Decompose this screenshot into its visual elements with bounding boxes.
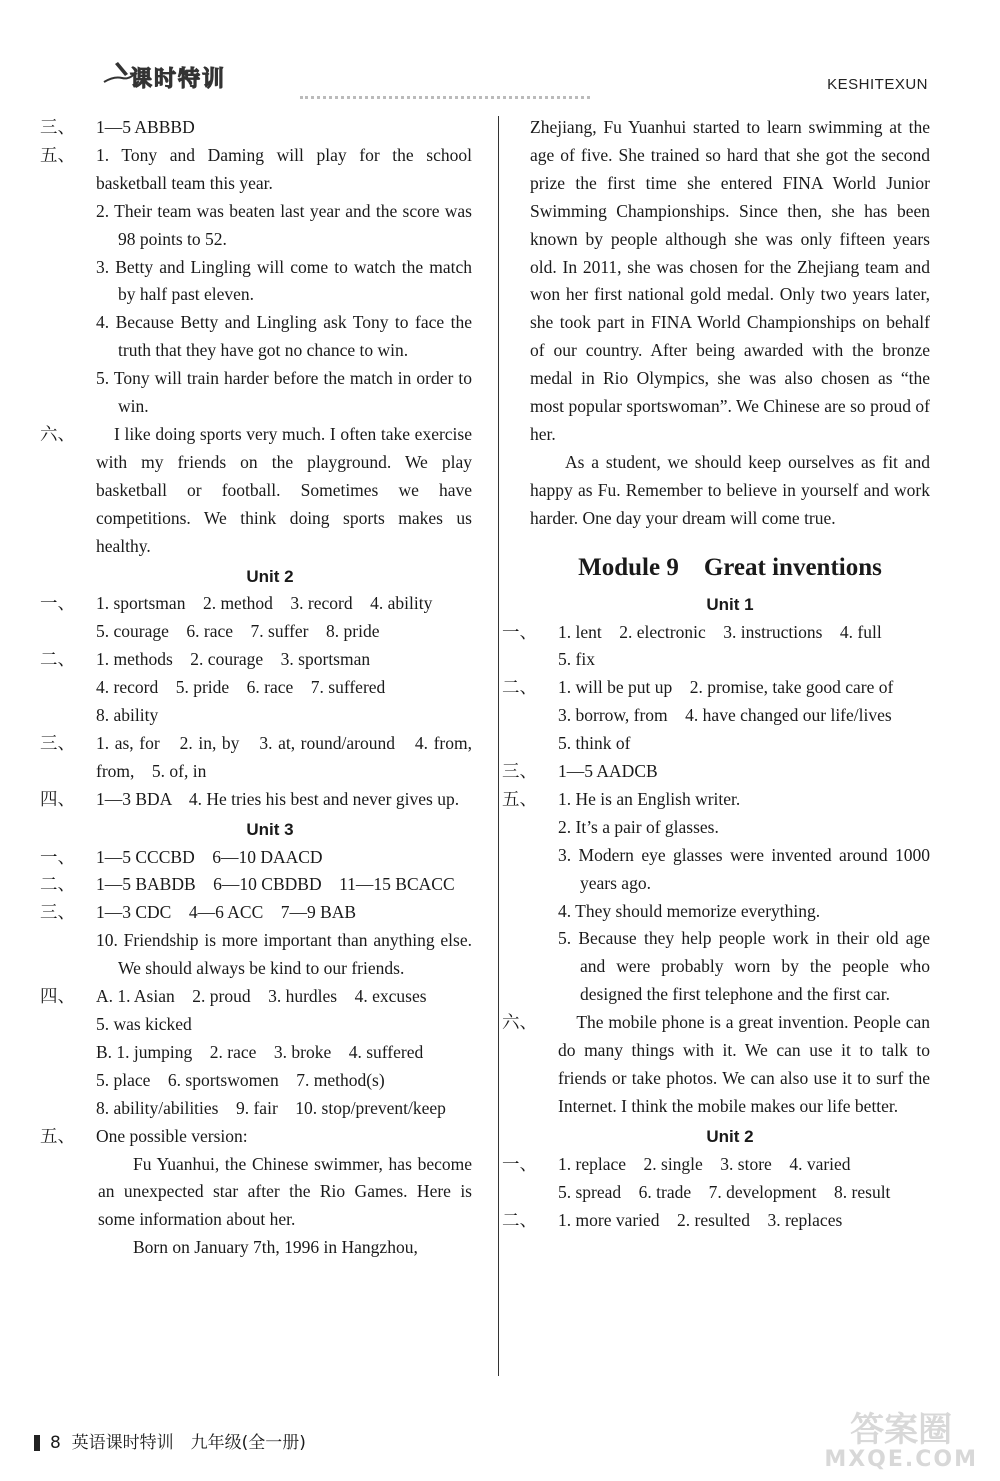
answer-section — [40, 646, 472, 674]
section-label: 一、 — [502, 1153, 537, 1174]
section-label: 五、 — [502, 788, 537, 809]
answer-section — [40, 844, 472, 872]
answer-text: 1—3 CDC 4—6 ACC 7—9 BAB — [96, 902, 357, 923]
section-label: 三、 — [502, 761, 537, 782]
answer-line: 5. fix — [558, 649, 595, 670]
right-column — [502, 114, 930, 1234]
answer-section — [40, 590, 472, 618]
answer-section — [40, 142, 472, 198]
answer-text: A. 1. Asian 2. proud 3. hurdles 4. excuses — [96, 986, 427, 1007]
answer-line: 2. It’s a pair of glasses. — [558, 816, 719, 837]
brand-text: KESHITEXUN — [827, 76, 928, 93]
section-label: 二、 — [40, 649, 75, 670]
answer-text: One possible version: — [96, 1125, 248, 1146]
answer-text: 1. He is an English writer. — [558, 788, 741, 809]
section-label: 一、 — [40, 846, 75, 867]
answer-text: 1—5 ABBBD — [96, 117, 195, 137]
answer-section — [502, 1009, 930, 1121]
answer-section — [40, 871, 472, 899]
answer-line: B. 1. jumping 2. race 3. broke 4. suffered — [96, 1041, 424, 1062]
answer-line: 3. Modern eye glasses were invented around 1000 years ago. — [558, 844, 930, 893]
footer-bar — [34, 1435, 40, 1451]
section-label: 五、 — [40, 144, 75, 165]
section-label: 三、 — [40, 117, 75, 137]
unit-heading: Unit 1 — [706, 594, 754, 614]
answer-section — [40, 1123, 472, 1151]
answer-text: 1. Tony and Daming will play for the school basketball team this year. — [96, 144, 472, 193]
answer-line: 5. spread 6. trade 7. development 8. result — [558, 1181, 891, 1202]
page-footer — [34, 1428, 306, 1453]
watermark-url: MXQE.COM — [824, 1447, 978, 1472]
essay-paragraph: Fu Yuanhui, the Chinese swimmer, has become an unexpected star after the Rio Games. Here is some information about her. — [98, 1153, 472, 1230]
answer-text: 1—5 AADCB — [558, 761, 658, 782]
answer-section — [502, 1207, 930, 1235]
answer-line: 8. ability/abilities 9. fair 10. stop/prevent/keep — [96, 1097, 446, 1118]
answer-section — [40, 899, 472, 927]
section-label: 五、 — [40, 1125, 75, 1146]
answer-section — [40, 730, 472, 786]
answer-line: 10. Friendship is more important than anything else. We should always be kind to our friends. — [96, 930, 472, 979]
answer-text: 1. sportsman 2. method 3. record 4. ability — [96, 593, 433, 614]
answer-text: 1. more varied 2. resulted 3. replaces — [558, 1209, 843, 1230]
answer-section — [40, 983, 472, 1011]
answer-text: 1. will be put up 2. promise, take good care of — [558, 677, 894, 698]
book-title: 英语课时特训 九年级(全一册) — [71, 1433, 306, 1453]
answer-line: 5. place 6. sportswomen 7. method(s) — [96, 1069, 385, 1090]
book-logo: 课时特训 — [130, 67, 227, 92]
answer-section — [40, 114, 472, 142]
page-header — [0, 0, 1000, 110]
answer-text: I like doing sports very much. I often take exercise with my friends on the playground. We play basketball or football. Sometimes we have competitions. We think doing sports makes us healthy. — [96, 423, 472, 556]
left-column — [40, 114, 472, 1262]
section-label: 三、 — [40, 732, 75, 753]
header-dots — [300, 96, 590, 99]
section-label: 六、 — [502, 1012, 537, 1033]
answer-line: 5. Because they help people work in their old age and were probably worn by the people who designed the first telephone and the first car. — [558, 928, 930, 1005]
answer-section — [40, 421, 472, 561]
section-label: 六、 — [40, 423, 75, 444]
answer-line: 5. was kicked — [96, 1014, 192, 1034]
section-label: 二、 — [502, 677, 537, 698]
answer-section — [502, 786, 930, 814]
answer-text: 1. methods 2. courage 3. sportsman — [96, 649, 371, 670]
essay-paragraph: Born on January 7th, 1996 in Hangzhou, — [133, 1237, 418, 1258]
answer-line: 3. Betty and Lingling will come to watch the match by half past eleven. — [96, 256, 472, 305]
answer-text: 1—5 CCCBD 6—10 DAACD — [96, 846, 323, 867]
column-divider — [498, 116, 499, 1376]
answer-text: The mobile phone is a great invention. People can do many things with it. We can use it to talk to friends or take photos. We can also use it to surf the Internet. I think the mobile makes our life better. — [558, 1012, 930, 1116]
section-label: 一、 — [502, 621, 537, 642]
essay-paragraph: Zhejiang, Fu Yuanhui started to learn swimming at the age of five. She trained so hard that she got the second prize the first time she entered FINA World Junior Swimming Championships. Since then, she has been known by people although she was only fifteen years old. In 2011, she was chosen for the Zhejiang team and won her first national gold medal. Only two years later, she took part in FINA World Championships on behalf of our country. After being awarded with the bronze medal in Rio Olympics, she was also chosen as “the most popular sportswoman”. We Chinese are so proud of her. — [530, 117, 930, 444]
answer-text: 1. replace 2. single 3. store 4. varied — [558, 1153, 851, 1174]
answer-section — [502, 1151, 930, 1179]
section-label: 二、 — [40, 874, 75, 895]
watermark-text: 答案圈 — [850, 1410, 953, 1450]
section-label: 四、 — [40, 788, 75, 809]
section-label: 四、 — [40, 986, 75, 1007]
answer-section — [502, 674, 930, 702]
unit-heading: Unit 3 — [246, 819, 294, 839]
essay-paragraph: As a student, we should keep ourselves as fit and happy as Fu. Remember to believe in yourself and work harder. One day your dream will come true. — [530, 451, 930, 528]
answer-line: 2. Their team was beaten last year and the score was 98 points to 52. — [96, 200, 472, 249]
section-label: 三、 — [40, 902, 75, 923]
answer-text: 1. lent 2. electronic 3. instructions 4. full — [558, 621, 882, 642]
answer-line: 8. ability — [96, 705, 159, 726]
answer-section — [502, 758, 930, 786]
answer-section — [502, 619, 930, 647]
answer-line: 5. think of — [558, 733, 631, 754]
answer-text: 1—3 BDA 4. He tries his best and never gives up. — [96, 788, 460, 809]
module-heading: Module 9 Great inventions — [578, 553, 882, 581]
answer-line: 3. borrow, from 4. have changed our life/lives — [558, 705, 892, 726]
section-label: 二、 — [502, 1209, 537, 1230]
page-number: 8 — [50, 1433, 61, 1453]
answer-line: 5. courage 6. race 7. suffer 8. pride — [96, 621, 380, 642]
watermark — [824, 1410, 978, 1475]
answer-line: 5. Tony will train harder before the match in order to win. — [96, 368, 472, 417]
answer-line: 4. They should memorize everything. — [558, 900, 821, 921]
answer-line: 4. Because Betty and Lingling ask Tony to face the truth that they have got no chance to win. — [96, 312, 472, 361]
answer-section — [40, 786, 472, 814]
answer-line: 4. record 5. pride 6. race 7. suffered — [96, 677, 386, 698]
unit-heading: Unit 2 — [246, 566, 294, 586]
unit-heading: Unit 2 — [706, 1126, 754, 1146]
answer-text: 1—5 BABDB 6—10 CBDBD 11—15 BCACC — [96, 874, 455, 895]
section-label: 一、 — [40, 593, 75, 614]
answer-text: 1. as, for 2. in, by 3. at, round/around 4. from, from, 5. of, in — [96, 732, 472, 781]
